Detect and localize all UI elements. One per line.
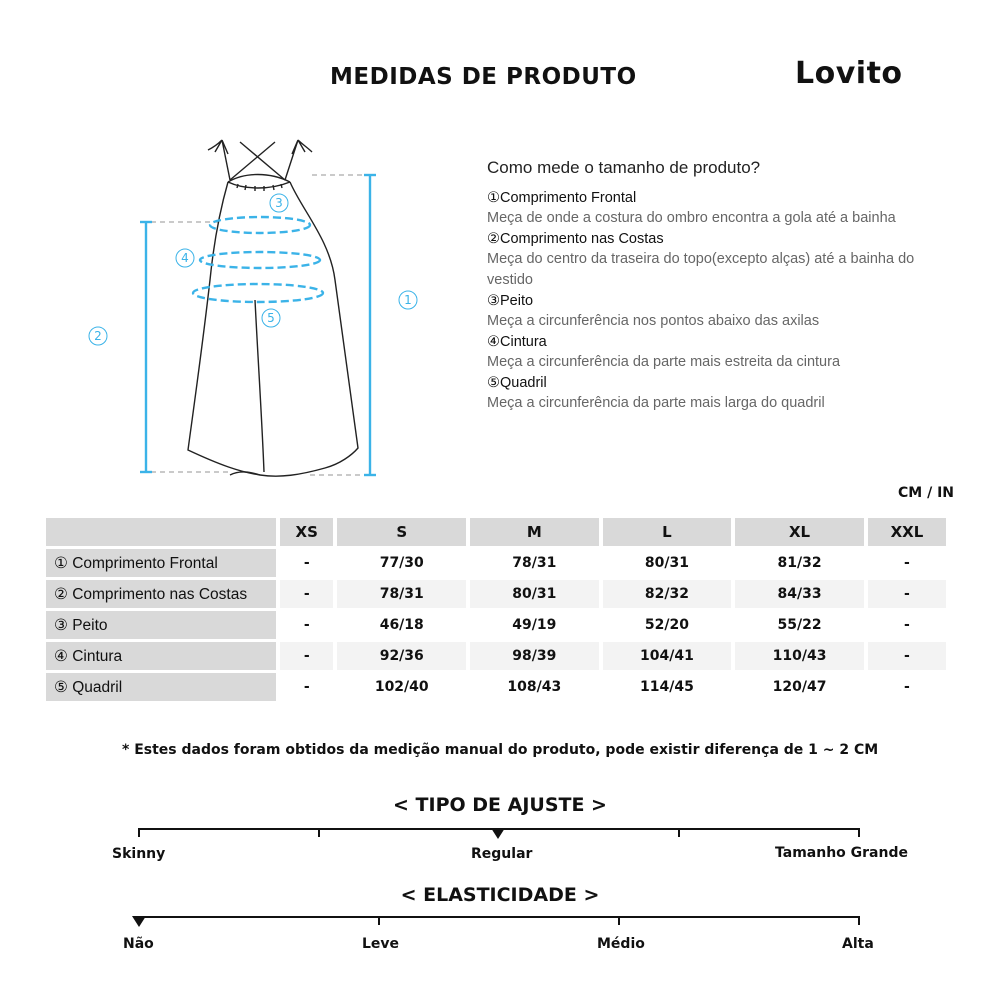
table-cell: - [868,611,946,639]
guide-item-name: ①Comprimento Frontal [487,190,637,206]
guide-item-desc: Meça a circunferência da parte mais estreita da cintura [487,354,841,370]
guide-item-desc: Meça a circunferência da parte mais larga do quadril [487,395,825,411]
fit-label-tamanho-grande: Tamanho Grande [775,845,908,861]
elasticity-label-nao: Não [123,936,154,952]
size-header: XL [735,518,864,546]
table-corner-cell [46,518,276,546]
table-cell: - [868,549,946,577]
table-cell: 82/32 [603,580,732,608]
table-cell: 104/41 [603,642,732,670]
table-cell: 49/19 [470,611,599,639]
row-label: ③ Peito [46,611,276,639]
guide-item-name: ②Comprimento nas Costas [487,231,664,247]
elasticity-label-alta: Alta [842,936,874,952]
label-frontal-marker: 1 [404,293,412,307]
brand-logo: Lovito [795,56,903,91]
guide-item-desc: Meça do centro da traseira do topo(excepto alças) até a bainha do vestido [487,251,915,288]
dress-illustration [80,130,440,490]
table-cell: - [280,642,333,670]
guide-item-name: ③Peito [487,293,534,309]
measurement-note: * Estes dados foram obtidos da medição manual do produto, pode existir diferença de 1 ~ 2 CM [122,742,879,758]
elasticity-selected-marker [132,916,146,927]
fit-scale-tick [318,828,320,837]
guide-item-desc: Meça a circunferência nos pontos abaixo das axilas [487,313,820,329]
dress-measurement-figure [80,130,440,490]
table-cell: 52/20 [603,611,732,639]
size-header: XS [280,518,333,546]
row-label: ② Comprimento nas Costas [46,580,276,608]
size-header: L [603,518,732,546]
elasticity-scale-tick [858,916,860,925]
table-cell: - [280,549,333,577]
label-peito-marker: 3 [275,196,283,210]
table-row [46,642,946,670]
table-cell: 55/22 [735,611,864,639]
fit-scale-tick [678,828,680,837]
table-header-row [46,518,946,546]
fit-selected-marker [491,828,505,839]
table-cell: 98/39 [470,642,599,670]
table-cell: 114/45 [603,673,732,701]
table-cell: 46/18 [337,611,466,639]
table-cell: 81/32 [735,549,864,577]
label-quadril-marker: 5 [267,311,275,325]
fit-scale-tick [858,828,860,837]
table-cell: - [868,580,946,608]
elasticity-scale-tick [378,916,380,925]
guide-heading: Como mede o tamanho de produto? [487,158,761,177]
table-cell: 80/31 [470,580,599,608]
page-title: MEDIDAS DE PRODUTO [330,64,637,90]
size-header: S [337,518,466,546]
table-cell: 102/40 [337,673,466,701]
elasticity-label-leve: Leve [362,936,400,952]
fit-scale-tick [138,828,140,837]
guide-item-desc: Meça de onde a costura do ombro encontra a gola até a bainha [487,210,896,226]
table-cell: - [280,580,333,608]
elasticity-scale-title: < ELASTICIDADE > [400,884,600,906]
fit-label-regular: Regular [471,846,533,862]
table-cell: 108/43 [470,673,599,701]
table-cell: 110/43 [735,642,864,670]
table-row [46,549,946,577]
size-table [42,515,950,704]
fit-label-skinny: Skinny [112,846,166,862]
table-cell: 78/31 [470,549,599,577]
elasticity-scale-line [139,916,860,918]
row-label: ⑤ Quadril [46,673,276,701]
row-label: ① Comprimento Frontal [46,549,276,577]
table-cell: - [280,611,333,639]
table-cell: 77/30 [337,549,466,577]
guide-item-name: ④Cintura [487,334,547,350]
table-row [46,673,946,701]
table-row [46,611,946,639]
unit-label: CM / IN [898,485,954,501]
table-cell: 92/36 [337,642,466,670]
measurement-guide [487,158,927,414]
size-header: M [470,518,599,546]
table-cell: - [868,642,946,670]
size-header: XXL [868,518,946,546]
guide-item-name: ⑤Quadril [487,375,547,391]
table-cell: 120/47 [735,673,864,701]
row-label: ④ Cintura [46,642,276,670]
label-costas-marker: 2 [94,329,102,343]
table-cell: - [280,673,333,701]
table-cell: 84/33 [735,580,864,608]
table-row [46,580,946,608]
fit-scale-title: < TIPO DE AJUSTE > [393,794,607,816]
table-cell: 80/31 [603,549,732,577]
table-cell: 78/31 [337,580,466,608]
elasticity-label-medio: Médio [597,936,645,952]
table-cell: - [868,673,946,701]
elasticity-scale-tick [618,916,620,925]
label-cintura-marker: 4 [181,251,189,265]
